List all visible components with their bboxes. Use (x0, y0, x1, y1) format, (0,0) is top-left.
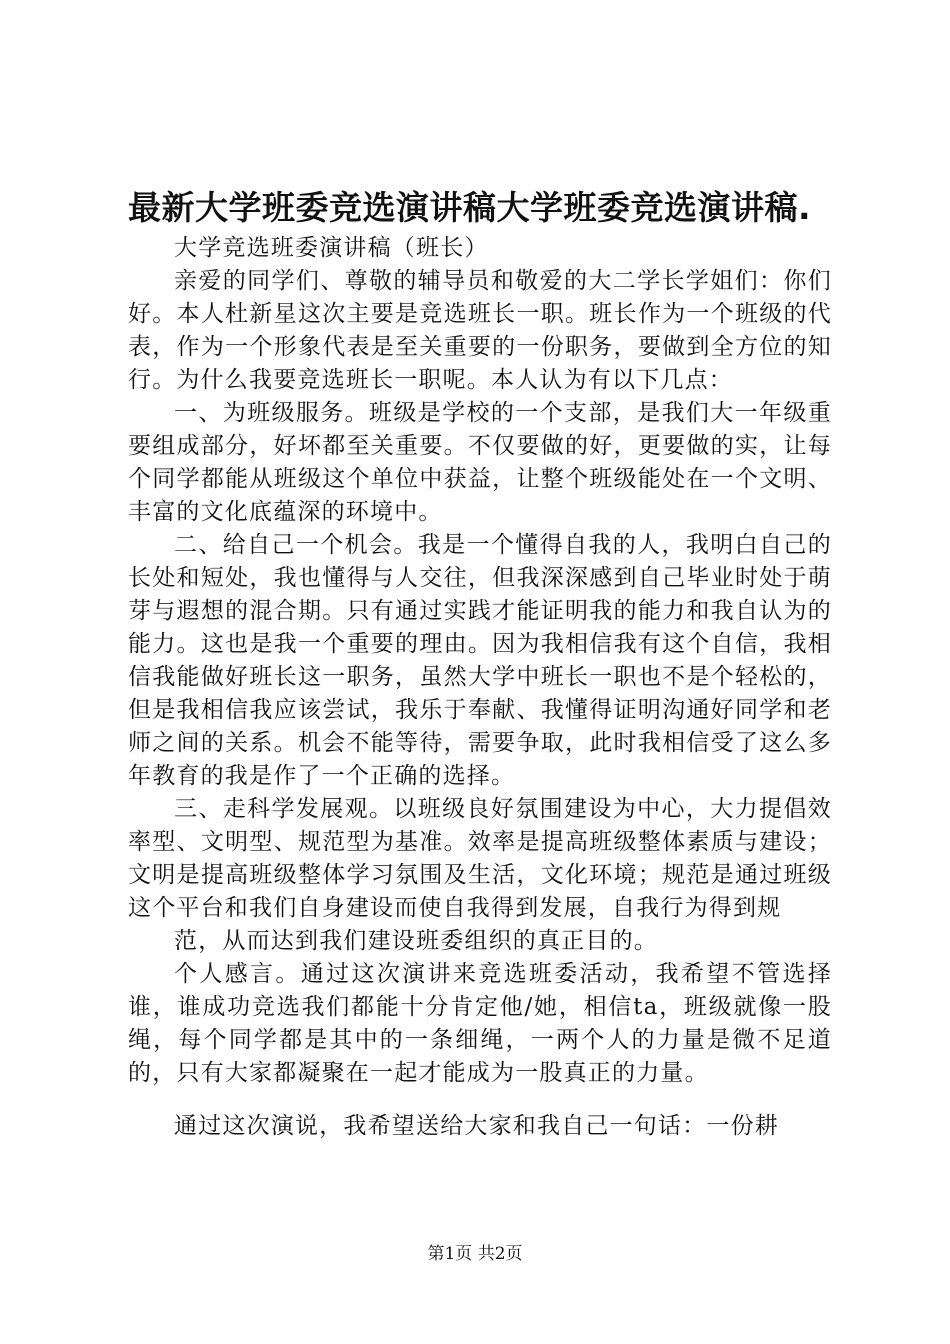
paragraph-point-one: 一、为班级服务。班级是学校的一个支部，是我们大一年级重要组成部分，好坏都至关重要。不仅要做的好，更要做的实，让每个同学都能从班级这个单位中获益，让整个班级能处在一个文明、丰富的文化底蕴深的环境中。 (128, 400, 832, 525)
paragraph-closing: 通过这次演说，我希望送给大家和我自己一句话：一份耕 (174, 1113, 779, 1139)
document-body (128, 232, 832, 1143)
paragraph-point-three-continued: 范，从而达到我们建设班委组织的真正目的。 (174, 928, 658, 954)
page-indicator: 第1页 共2页 (427, 1244, 523, 1264)
paragraph-personal-remarks: 个人感言。通过这次演讲来竞选班委活动，我希望不管选择谁，谁成功竞选我们都能十分肯定他/她，相信ta，班级就像一股绳，每个同学都是其中的一条细绳，一两个人的力量是微不足道的，只有大家都凝聚在一起才能成为一股真正的力量。 (128, 961, 832, 1086)
paragraph-subtitle: 大学竞选班委演讲稿（班长） (174, 235, 489, 261)
paragraph-point-two: 二、给自己一个机会。我是一个懂得自我的人，我明白自己的长处和短处，我也懂得与人交往，但我深深感到自己毕业时处于萌芽与遐想的混合期。只有通过实践才能证明我的能力和我自认为的能力。这也是我一个重要的理由。因为我相信我有这个自信，我相信我能做好班长这一职务，虽然大学中班长一职也不是个轻松的，但是我相信我应该尝试，我乐于奉献、我懂得证明沟通好同学和老师之间的关系。机会不能等待，需要争取，此时我相信受了这么多年教育的我是作了一个正确的选择。 (128, 532, 832, 789)
paragraph-point-three: 三、走科学发展观。以班级良好氛围建设为中心，大力提倡效率型、文明型、规范型为基准。效率是提高班级整体素质与建设；文明是提高班级整体学习氛围及生活，文化环境；规范是通过班级这个平台和我们自身建设而使自我得到发展，自我行为得到规 (128, 796, 832, 921)
paragraph-greeting: 亲爱的同学们、尊敬的辅导员和敬爱的大二学长学姐们：你们好。本人杜新星这次主要是竞选班长一职。班长作为一个班级的代表，作为一个形象代表是至关重要的一份职务，要做到全方位的知行。为什么我要竞选班长一职呢。本人认为有以下几点： (128, 268, 832, 393)
document-title: 最新大学班委竞选演讲稿大学班委竞选演讲稿. (128, 188, 812, 227)
